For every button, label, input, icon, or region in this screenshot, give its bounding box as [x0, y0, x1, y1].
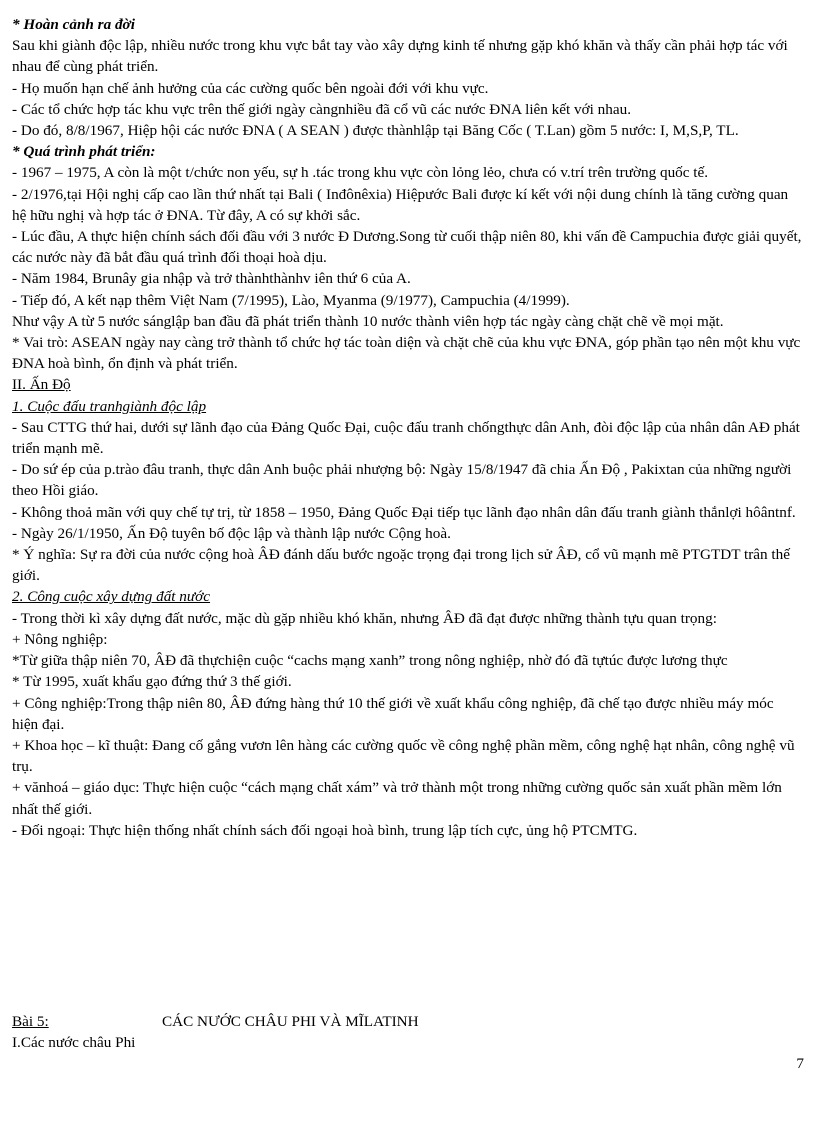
paragraph: - 2/1976,tại Hội nghị cấp cao lần thứ nhất tại Bali ( Inđônêxia) Hiệpước Bali được kí kết với nội dung chính là tăng cường quan hệ hữu nghị và hợp tác ở ĐNA. Từ đây, A có sự khởi sắc. [12, 185, 789, 224]
paragraph: Sau khi giành độc lập, nhiều nước trong khu vực bắt tay vào xây dựng kinh tế nhưng gặp khó khăn và thấy cần phải hợp tác với nhau để cùng phát triển. [12, 37, 788, 76]
section-heading: * Quá trình phát triển: [12, 143, 156, 161]
lesson-title: CÁC NƯỚC CHÂU PHI VÀ MĨLATINH [162, 1013, 419, 1030]
paragraph: * Vai trò: ASEAN ngày nay càng trở thành tổ chức hợ tác toàn diện và chặt chẽ của khu vực ĐNA, góp phần tạo nên một khu vực ĐNA hoà bình, ổn định và phát triển. [12, 334, 801, 373]
lesson-label: Bài 5: [12, 1013, 49, 1030]
paragraph: - Do đó, 8/8/1967, Hiệp hội các nước ĐNA ( A SEAN ) được thànhlập tại Băng Cốc ( T.Lan) gồm 5 nước: I, M,S,P, TL. [12, 122, 739, 140]
paragraph: - Họ muốn hạn chế ảnh hưởng của các cường quốc bên ngoài đới với khu vực. [12, 79, 489, 97]
document-body [12, 14, 802, 841]
paragraph: - Ngày 26/1/1950, Ấn Độ tuyên bố độc lập và thành lập nước Cộng hoà. [12, 524, 451, 542]
paragraph: - 1967 – 1975, A còn là một t/chức non yếu, sự h .tác trong khu vực còn lỏng lẻo, chưa có v.trí trên trường quốc tế. [12, 164, 709, 182]
section-subheading: I.Các nước châu Phi [12, 1034, 136, 1051]
paragraph: *Từ giữa thập niên 70, ÂĐ đã thựchiện cuộc “cachs mạng xanh” trong nông nghiệp, nhờ đó đã tựtúc được lương thực [12, 652, 728, 670]
paragraph: + Nông nghiệp: [12, 630, 108, 648]
paragraph: + Khoa học – kĩ thuật: Đang cố gắng vươn lên hàng các cường quốc về công nghệ phần mềm, công nghệ hạt nhân, công nghệ vũ trụ. [12, 736, 795, 776]
subsection-heading: 2. Công cuộc xây dựng đất nước [12, 588, 211, 606]
lesson-heading [12, 1011, 802, 1032]
paragraph: * Từ 1995, xuất khẩu gạo đứng thứ 3 thế giới. [12, 673, 292, 691]
paragraph: - Không thoả mãn với quy chế tự trị, từ 1858 – 1950, Đảng Quốc Đại tiếp tục lãnh đạo nhân dân đấu tranh giành thắnlợi hôântnf. [12, 503, 796, 521]
paragraph: - Lúc đầu, A thực hiện chính sách đối đầu với 3 nước Đ Dương.Song từ cuối thập niên 80, khi vấn đề Campuchia được giải quyết, các nước này đã bắt đầu quá trình đối thoại hoà dịu. [12, 228, 802, 267]
subsection-heading: 1. Cuộc đấu tranhgiành độc lập [12, 397, 207, 415]
paragraph: + Công nghiệp:Trong thập niên 80, ÂĐ đứng hàng thứ 10 thế giới về xuất khẩu công nghiệp, đã chế tạo được nhiều máy móc hiện đại. [12, 694, 774, 733]
paragraph: - Các tổ chức hợp tác khu vực trên thế giới ngày càngnhiều đã cổ vũ các nước ĐNA liên kết với nhau. [12, 100, 631, 118]
paragraph: Như vậy A từ 5 nước sánglập ban đầu đã phát triển thành 10 nước thành viên hợp tác ngày càng chặt chẽ về mọi mặt. [12, 312, 724, 330]
chapter-heading: II. Ấn Độ [12, 376, 71, 394]
page-number: 7 [796, 1055, 804, 1072]
paragraph: - Năm 1984, Brunây gia nhập và trở thànhthànhv iên thứ 6 của A. [12, 270, 411, 288]
paragraph: - Sau CTTG thứ hai, dưới sự lãnh đạo của Đảng Quốc Đại, cuộc đấu tranh chốngthực dân Anh, đòi độc lập của nhân dân AĐ phát triển mạnh mẽ. [12, 418, 800, 458]
paragraph: - Do sứ ép của p.trào đâu tranh, thực dân Anh buộc phải nhượng bộ: Ngày 15/8/1947 đã chia Ấn Độ , Pakixtan của những người theo Hồi giáo. [12, 461, 792, 500]
paragraph: * Ý nghĩa: Sự ra đời của nước cộng hoà ÂĐ đánh dấu bước ngoặc trọng đại trong lịch sử ÂĐ, cổ vũ mạnh mẽ PTGTDT trân thế giới. [12, 546, 790, 585]
paragraph: - Tiếp đó, A kết nạp thêm Việt Nam (7/1995), Lào, Myanma (9/1977), Campuchia (4/1999). [12, 291, 570, 309]
paragraph: - Đối ngoại: Thực hiện thống nhất chính sách đối ngoại hoà bình, trung lập tích cực, ủng hộ PTCMTG. [12, 821, 638, 839]
paragraph: - Trong thời kì xây dựng đất nước, mặc dù gặp nhiều khó khăn, nhưng ÂĐ đã đạt được những thành tựu quan trọng: [12, 609, 717, 627]
paragraph: + vănhoá – giáo dục: Thực hiện cuộc “cách mạng chất xám” và trở thành một trong những cường quốc sản xuất phần mềm lớn nhất thế giới. [12, 779, 782, 818]
section-heading: * Hoàn cảnh ra đời [12, 16, 135, 33]
